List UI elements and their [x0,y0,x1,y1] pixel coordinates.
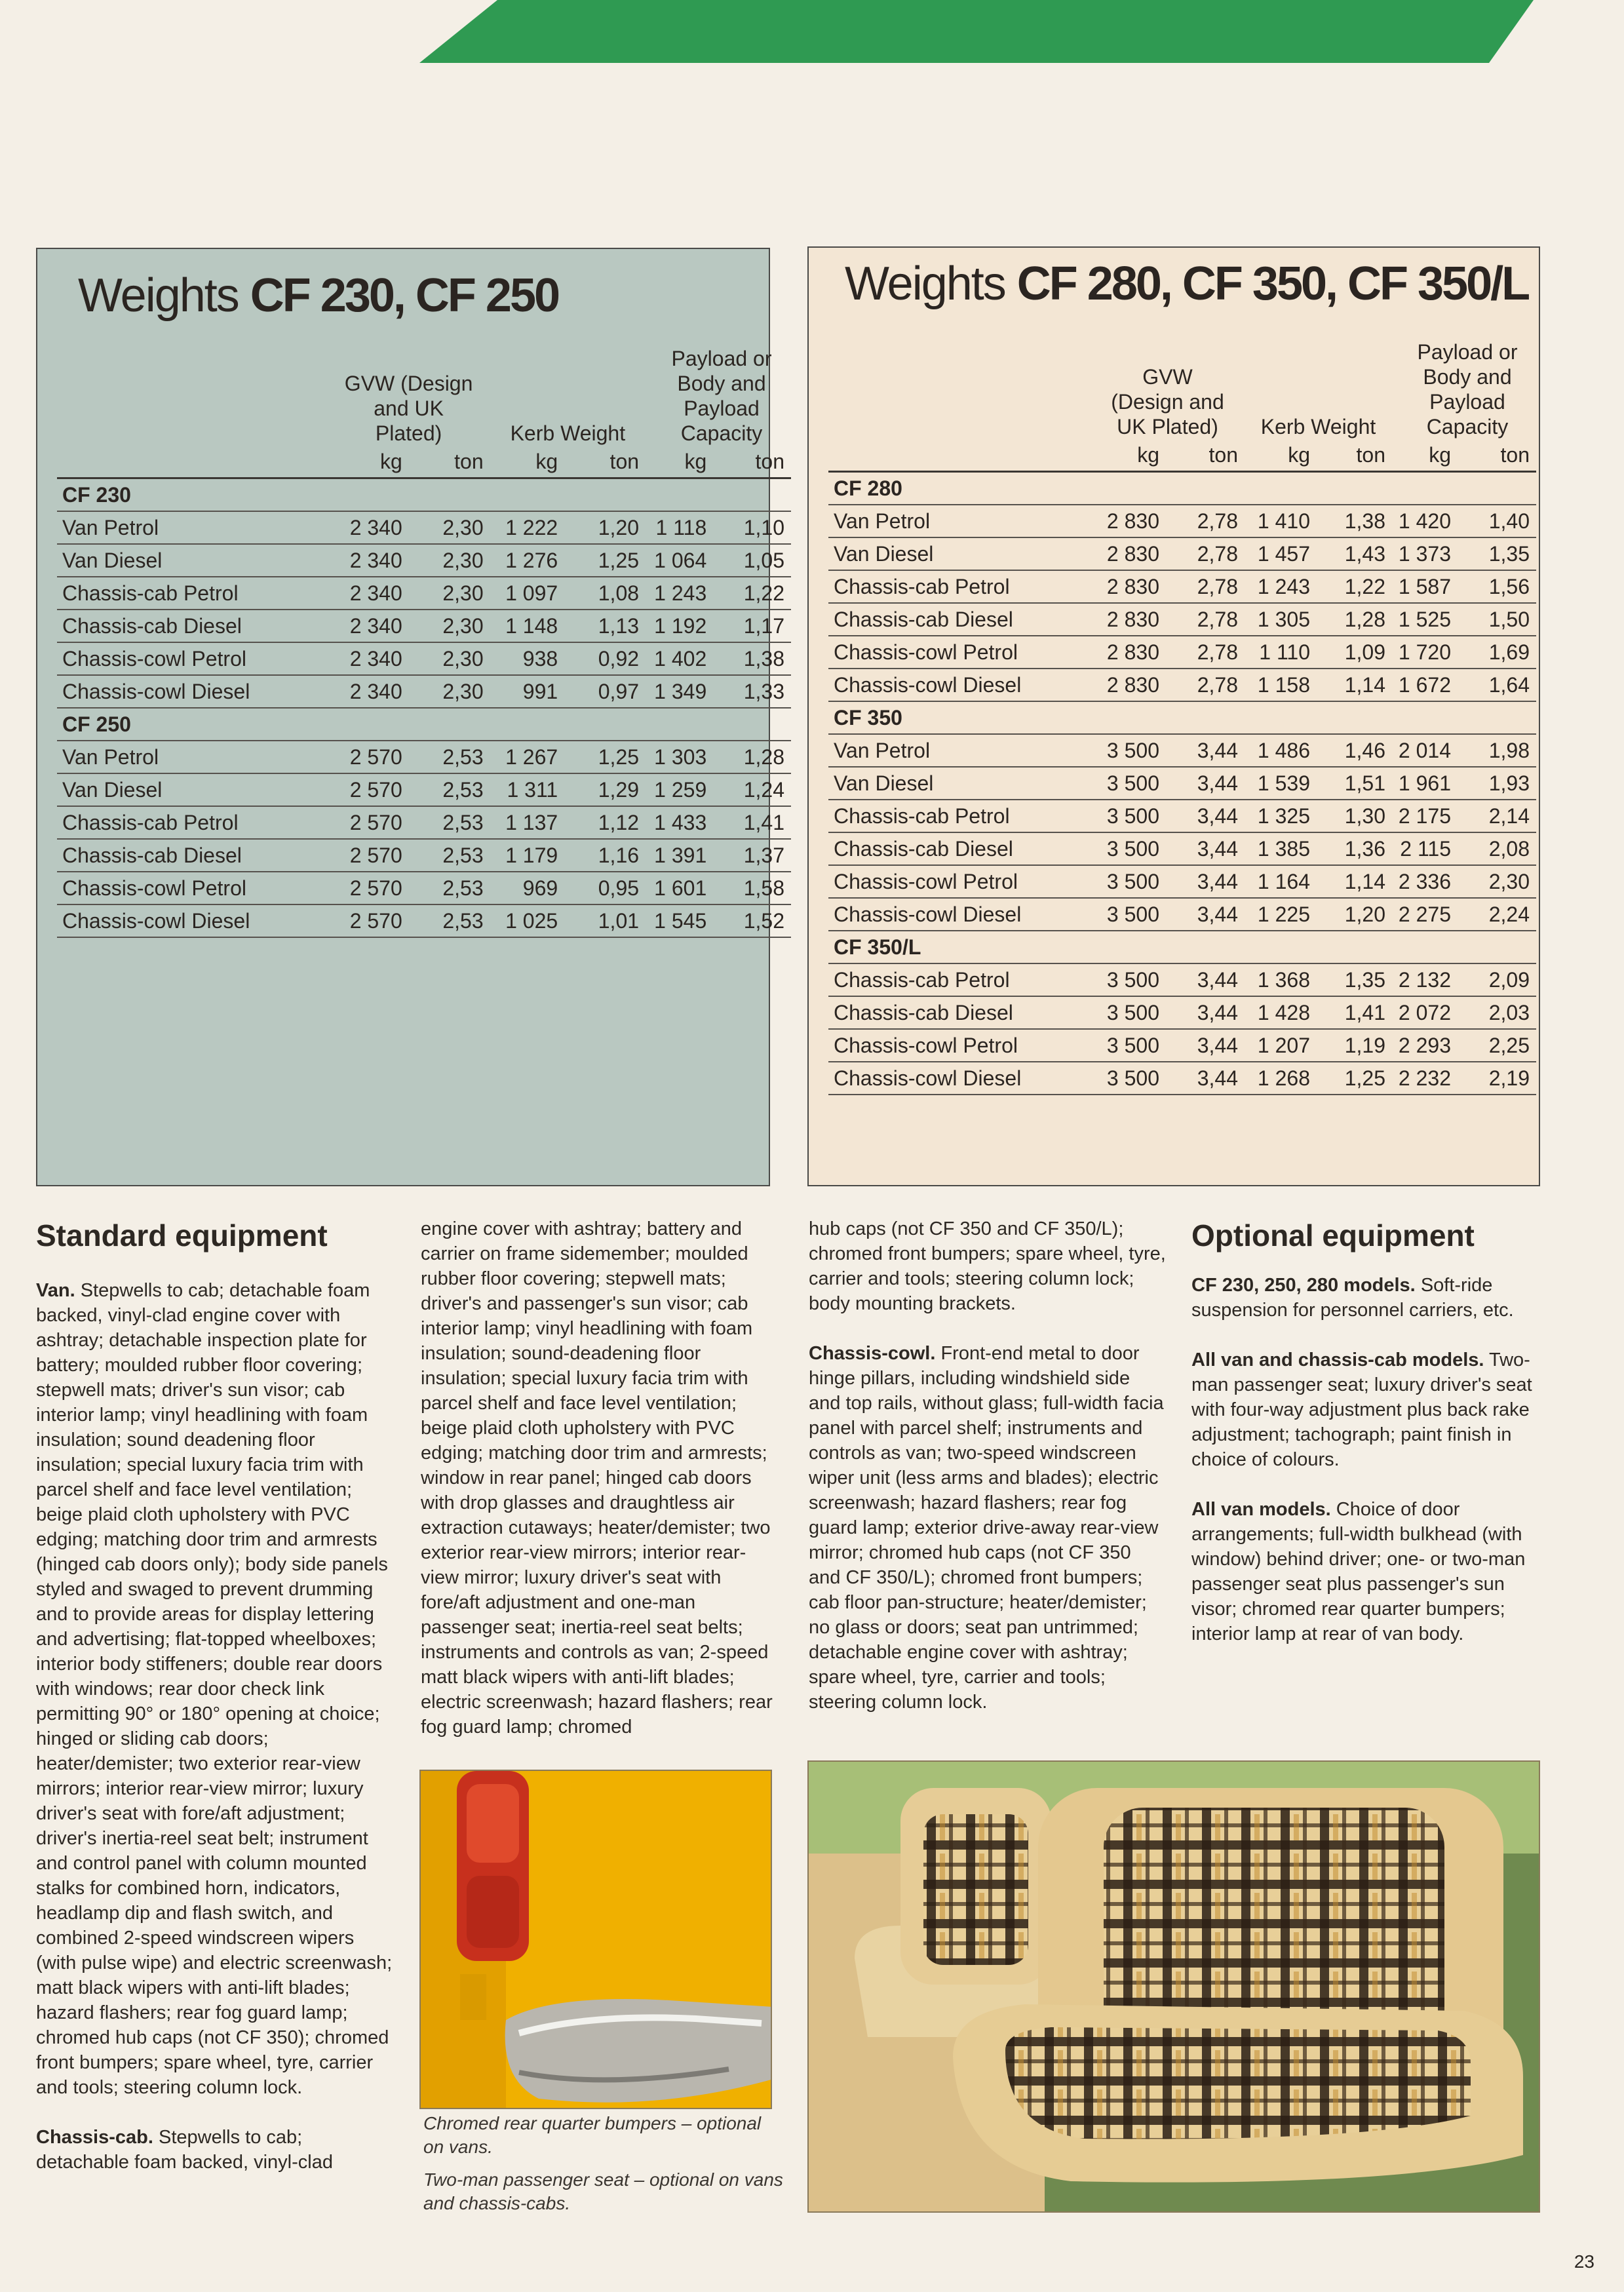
table-cell: 2 340 [321,577,409,610]
table-cell: 969 [490,872,565,904]
table-cell: 3,44 [1166,800,1245,832]
table-cell: 1,35 [1317,963,1392,996]
table-cell: 1 961 [1392,767,1458,800]
variant-label: Chassis-cowl Diesel [57,904,321,937]
table-cell: 1,25 [564,544,646,577]
table-cell: 1 525 [1392,603,1458,636]
table-cell: 1,14 [1317,669,1392,701]
table-cell: 1,37 [713,839,791,872]
table-cell: 1,10 [713,511,791,544]
variant-label: Van Petrol [57,741,321,773]
variant-label: Chassis-cowl Petrol [57,642,321,675]
table-cell: 1 486 [1245,734,1317,767]
bumper-photo-caption: Chromed rear quarter bumpers – optional on vans. [423,2113,762,2157]
payload-header: Payload or Body and Payload Capacity [671,347,772,445]
table-cell: 1,13 [564,610,646,642]
table-cell: 2 570 [321,741,409,773]
table-cell: 3,44 [1166,963,1245,996]
table-cell: 1,41 [1317,996,1392,1029]
table-cell: 3,44 [1166,996,1245,1029]
unit-label: ton [1317,439,1392,472]
rear-bumper-illustration [421,1771,772,2109]
table-header-row [828,340,1536,439]
units-row [828,439,1536,472]
variant-label: Chassis-cowl Diesel [828,669,1084,701]
table-cell: 3 500 [1084,963,1166,996]
table-cell: 1,16 [564,839,646,872]
optional-equipment-heading: Optional equipment [1191,1218,1475,1253]
table-cell: 2 340 [321,610,409,642]
variant-label: Chassis-cowl Petrol [57,872,321,904]
table-cell: 1 158 [1245,669,1317,701]
table-cell: 2 275 [1392,898,1458,931]
unit-label: kg [1245,439,1317,472]
table-cell: 1,05 [713,544,791,577]
variant-label: Chassis-cab Diesel [57,839,321,872]
table-row [57,904,791,937]
standard-column-1: Van. Stepwells to cab; detachable foam backed, vinyl-clad engine cover with ashtray; detachable inspection plate for battery; moulded rubber floor covering; stepwell mats; driver's sun visor; cab interior lamp; vinyl headlining with foam insulation; sound deadening floor insulation; special luxury facia trim with parcel shelf and face level ventilation; beige plaid cloth upholstery with PVC edging; matching door trim and armrests (hinged cab doors only); body side panels styled and swaged to prevent drumming and to provide areas for display lettering and advertising; flat-topped wheelboxes; interior body stiffeners; double rear doors with windows; rear door check link permitting 90° or 180° opening at choice; hinged or sliding cab doors; heater/demister; two exterior rear-view mirrors; interior rear-view mirror; luxury driver's seat with fore/aft adjustment; driver's inertia-reel seat belt; instrument and control panel with column mounted stalks for combined horn, indicators, headlamp dip and flash switch, and combined 2-speed windscreen wipers (with pulse wipe) and electric screenwash; matt black wipers with anti-lift blades; hazard flashers; rear fog guard lamp; chromed hub caps (not CF 350); chromed front bumpers; spare wheel, tyre, carrier and tools; steering column lock. Chassis-cab. Stepwells to cab; detachable foam backed, vinyl-clad [36,1280,393,2173]
table-cell: 1 225 [1245,898,1317,931]
table-cell: 1 137 [490,806,565,839]
table-cell: 2,53 [409,806,490,839]
table-cell: 1,41 [713,806,791,839]
table-cell: 2 830 [1084,537,1166,570]
table-cell: 1,30 [1317,800,1392,832]
table-cell: 1 148 [490,610,565,642]
table-cell: 1,01 [564,904,646,937]
model-group-name: CF 350 [828,701,1536,734]
table-cell: 1,22 [713,577,791,610]
table-cell: 1,29 [564,773,646,806]
table-row [57,610,791,642]
table-cell: 1,17 [713,610,791,642]
table-cell: 2,30 [409,675,490,708]
table-cell: 1 267 [490,741,565,773]
table-cell: 1 402 [646,642,713,675]
table-cell: 2 830 [1084,603,1166,636]
table-cell: 1,22 [1317,570,1392,603]
table-row [828,898,1536,931]
unit-label: ton [409,446,490,478]
table-cell: 1 587 [1392,570,1458,603]
table-cell: 1 222 [490,511,565,544]
table-cell: 2 340 [321,511,409,544]
table-cell: 0,97 [564,675,646,708]
standard-equipment-heading: Standard equipment [36,1218,328,1253]
weights-panel-cf280-cf350 [807,246,1540,1186]
table-row [828,963,1536,996]
table-row [828,570,1536,603]
table-cell: 2 830 [1084,505,1166,537]
green-header-stripe [419,0,1534,63]
table-cell: 1,36 [1317,832,1392,865]
table-row [57,806,791,839]
unit-label: kg [1392,439,1458,472]
chassis-cab-text-start: Stepwells to cab; detachable foam backed, vinyl-clad [36,2127,333,2173]
table-row [828,636,1536,669]
table-row [57,839,791,872]
seat-photo-caption: Two-man passenger seat – optional on vans and chassis-cabs. [423,2169,783,2213]
table-cell: 1,58 [713,872,791,904]
table-cell: 1,08 [564,577,646,610]
table-cell: 1 420 [1392,505,1458,537]
table-cell: 1,20 [1317,898,1392,931]
panel-title: Weights CF 280, CF 350, CF 350/L [845,258,1529,310]
table-cell: 2,19 [1458,1062,1536,1095]
table-cell: 1 311 [490,773,565,806]
group-header-row [57,478,791,512]
table-cell: 2 570 [321,872,409,904]
table-cell: 3,44 [1166,1029,1245,1062]
table-cell: 1 349 [646,675,713,708]
table-cell: 3,44 [1166,832,1245,865]
table-cell: 2,78 [1166,570,1245,603]
table-cell: 2 830 [1084,636,1166,669]
unit-label: kg [321,446,409,478]
standard-column-3: hub caps (not CF 350 and CF 350/L); chromed front bumpers; spare wheel, tyre, carrier and tools; steering column lock; body mounting brackets. Chassis-cowl. Front-end metal to door hinge pillars, including windshield side and top rails, without glass; full-width facia panel with parcel shelf; instruments and controls as van; two-speed windscreen wiper unit (less arms and blades); electric screenwash; hazard flashers; rear fog guard lamp; exterior drive-away rear-view mirror; chromed hub caps (not CF 350 and CF 350/L); chromed front bumpers; cab floor pan-structure; heater/demister; no glass or doors; seat pan untrimmed; detachable engine cover with ashtray; spare wheel, tyre, carrier and tools; steering column lock. [809,1218,1166,1713]
table-cell: 2,53 [409,741,490,773]
variant-label: Chassis-cab Diesel [828,832,1084,865]
units-row [57,446,791,478]
table-cell: 3 500 [1084,898,1166,931]
variant-label: Van Petrol [828,505,1084,537]
unit-label: kg [1084,439,1166,472]
table-cell: 2,08 [1458,832,1536,865]
gvw-header: GVW (Design and UK Plated) [1111,365,1224,438]
variant-label: Van Diesel [57,773,321,806]
table-row [828,505,1536,537]
table-cell: 1,56 [1458,570,1536,603]
unit-label: ton [1166,439,1245,472]
table-row [828,1029,1536,1062]
table-cell: 1,25 [1317,1062,1392,1095]
variant-label: Chassis-cab Petrol [57,577,321,610]
table-cell: 1,28 [1317,603,1392,636]
table-cell: 2 293 [1392,1029,1458,1062]
panel-title: Weights CF 230, CF 250 [78,269,559,322]
table-cell: 2 570 [321,904,409,937]
table-row [828,800,1536,832]
variant-label: Van Diesel [828,537,1084,570]
table-cell: 1,28 [713,741,791,773]
table-cell: 1 276 [490,544,565,577]
table-cell: 2 340 [321,642,409,675]
table-cell: 0,92 [564,642,646,675]
table-cell: 2,78 [1166,636,1245,669]
variant-label: Van Diesel [57,544,321,577]
model-group-name: CF 250 [57,708,791,741]
table-cell: 1,35 [1458,537,1536,570]
table-cell: 1 457 [1245,537,1317,570]
table-cell: 938 [490,642,565,675]
table-cell: 3,44 [1166,1062,1245,1095]
table-cell: 1 433 [646,806,713,839]
table-cell: 1 243 [646,577,713,610]
table-cell: 2 570 [321,773,409,806]
table-cell: 2 340 [321,675,409,708]
table-cell: 3,44 [1166,865,1245,898]
table-cell: 2,30 [409,511,490,544]
table-row [828,996,1536,1029]
table-cell: 2,14 [1458,800,1536,832]
table-cell: 2,78 [1166,537,1245,570]
table-row [57,773,791,806]
table-cell: 3 500 [1084,734,1166,767]
table-row [828,865,1536,898]
table-row [57,675,791,708]
optional-column: CF 230, 250, 280 models. Soft-ride suspension for personnel carriers, etc. All van and chassis-cab models. Two-man passenger seat; luxury driver's seat with four-way adjustment plus back rake adjustment; tachograph; paint finish in choice of colours. All van models. Choice of door arrangements; full-width bulkhead (with window) behind driver; one- or two-man passenger seat plus passenger's sun visor; chromed rear quarter bumpers; interior lamp at rear of van body. [1191,1275,1532,1644]
table-cell: 1 097 [490,577,565,610]
table-cell: 1 720 [1392,636,1458,669]
table-cell: 1,43 [1317,537,1392,570]
variant-label: Chassis-cowl Petrol [828,636,1084,669]
table-cell: 3 500 [1084,996,1166,1029]
rear-bumper-photo [419,1770,772,2109]
table-cell: 1,40 [1458,505,1536,537]
table-cell: 2,30 [409,544,490,577]
table-cell: 2,09 [1458,963,1536,996]
table-cell: 2,30 [409,610,490,642]
table-cell: 1 385 [1245,832,1317,865]
table-cell: 2 115 [1392,832,1458,865]
table-cell: 2,78 [1166,603,1245,636]
table-cell: 1 025 [490,904,565,937]
variant-label: Chassis-cowl Diesel [828,1062,1084,1095]
variant-label: Chassis-cab Petrol [828,800,1084,832]
table-row [828,1062,1536,1095]
variant-label: Chassis-cab Petrol [57,806,321,839]
table-cell: 2 014 [1392,734,1458,767]
table-cell: 1 118 [646,511,713,544]
weights-table-left [57,346,791,938]
table-cell: 2 336 [1392,865,1458,898]
table-cell: 1,50 [1458,603,1536,636]
table-row [828,734,1536,767]
group-header-row [828,472,1536,505]
model-group-name: CF 280 [828,472,1536,505]
table-cell: 1 164 [1245,865,1317,898]
table-cell: 3 500 [1084,1062,1166,1095]
variant-label: Chassis-cab Petrol [828,570,1084,603]
table-cell: 1,20 [564,511,646,544]
table-cell: 1 672 [1392,669,1458,701]
weights-table-right [828,340,1536,1095]
table-cell: 1,09 [1317,636,1392,669]
table-cell: 991 [490,675,565,708]
table-cell: 1 259 [646,773,713,806]
table-cell: 1,33 [713,675,791,708]
table-cell: 1 192 [646,610,713,642]
table-cell: 1 373 [1392,537,1458,570]
table-cell: 3 500 [1084,800,1166,832]
table-cell: 3 500 [1084,865,1166,898]
table-cell: 1,38 [713,642,791,675]
table-cell: 1,51 [1317,767,1392,800]
plaid-seat-illustration [809,1762,1540,2213]
table-row [57,577,791,610]
group-header-row [828,701,1536,734]
table-cell: 1,12 [564,806,646,839]
unit-label: kg [646,446,713,478]
table-row [828,537,1536,570]
variant-label: Chassis-cab Diesel [828,996,1084,1029]
variant-label: Chassis-cowl Petrol [828,1029,1084,1062]
chassis-cab-text-cont: engine cover with ashtray; battery and carrier on frame sidemember; moulded rubber floor covering; stepwell mats; driver's and passenger's sun visor; cab interior lamp; vinyl headlining with foam insulation; sound-deadening floor insulation; special luxury facia trim with parcel shelf and face level ventilation; beige plaid cloth upholstery with PVC edging; matching door trim and armrests; window in rear panel; hinged cab doors with drop glasses and draughtless air extraction cutaways; heater/demister; two exterior rear-view mirrors; interior rear-view mirror; luxury driver's seat with fore/aft adjustment and one-man passenger seat; inertia-reel seat belts; instruments and controls as van; 2-speed matt black wipers with anti-lift blades; electric screenwash; hazard flashers; rear fog guard lamp; chromed [421,1218,773,1738]
table-cell: 2 570 [321,839,409,872]
table-row [828,767,1536,800]
variant-label: Chassis-cowl Petrol [828,865,1084,898]
table-cell: 1 268 [1245,1062,1317,1095]
table-cell: 2 072 [1392,996,1458,1029]
unit-label: ton [1458,439,1536,472]
table-row [57,872,791,904]
table-row [828,603,1536,636]
table-cell: 2 830 [1084,669,1166,701]
table-cell: 2,24 [1458,898,1536,931]
table-cell: 2,78 [1166,669,1245,701]
chassis-cab-text-end: hub caps (not CF 350 and CF 350/L); chromed front bumpers; spare wheel, tyre, carrier and tools; steering column lock; body mounting brackets. [809,1218,1166,1314]
table-row [57,544,791,577]
table-cell: 1,38 [1317,505,1392,537]
table-cell: 2 830 [1084,570,1166,603]
group-header-row [828,931,1536,963]
table-cell: 1 305 [1245,603,1317,636]
table-cell: 1,98 [1458,734,1536,767]
table-header-row [57,346,791,446]
variant-label: Chassis-cab Diesel [57,610,321,642]
table-cell: 3 500 [1084,767,1166,800]
table-cell: 1 207 [1245,1029,1317,1062]
table-cell: 1 325 [1245,800,1317,832]
table-row [57,741,791,773]
table-cell: 1 539 [1245,767,1317,800]
unit-label: ton [713,446,791,478]
table-cell: 2,03 [1458,996,1536,1029]
table-row [57,642,791,675]
chassis-cowl-text: Front-end metal to door hinge pillars, including windshield side and top rails, without glass; full-width facia panel with parcel shelf; instruments and controls as van; two-speed windscreen wiper unit (less arms and blades); electric screenwash; hazard flashers; rear fog guard lamp; exterior drive-away rear-view mirror; chromed hub caps (not CF 350 and CF 350/L); chromed front bumpers; cab floor pan-structure; heater/demister; no glass or doors; seat pan untrimmed; detachable engine cover with ashtray; spare wheel, tyre, carrier and tools; steering column lock. [809,1343,1164,1713]
table-cell: 1 243 [1245,570,1317,603]
table-cell: 1 064 [646,544,713,577]
table-cell: 2,30 [1458,865,1536,898]
gvw-header: GVW (Design and UK Plated) [344,372,473,445]
table-cell: 1,19 [1317,1029,1392,1062]
table-cell: 2 132 [1392,963,1458,996]
table-cell: 3,44 [1166,898,1245,931]
table-row [828,669,1536,701]
table-cell: 1,52 [713,904,791,937]
table-cell: 1 428 [1245,996,1317,1029]
table-cell: 1 545 [646,904,713,937]
passenger-seat-photo [807,1760,1540,2213]
variant-label: Chassis-cowl Diesel [828,898,1084,931]
table-cell: 1 179 [490,839,565,872]
table-cell: 1 368 [1245,963,1317,996]
table-cell: 3 500 [1084,1029,1166,1062]
variant-label: Chassis-cab Petrol [828,963,1084,996]
model-group-name: CF 350/L [828,931,1536,963]
table-cell: 3,44 [1166,734,1245,767]
table-cell: 1,93 [1458,767,1536,800]
table-cell: 1,64 [1458,669,1536,701]
table-cell: 2 570 [321,806,409,839]
standard-column-2 [421,1216,778,1764]
table-cell: 2,53 [409,773,490,806]
table-cell: 1,25 [564,741,646,773]
unit-label: kg [490,446,565,478]
table-cell: 1 601 [646,872,713,904]
variant-label: Chassis-cowl Diesel [57,675,321,708]
kerb-header: Kerb Weight [1260,415,1376,438]
table-cell: 2,53 [409,904,490,937]
table-cell: 2,30 [409,577,490,610]
table-cell: 2 340 [321,544,409,577]
table-cell: 2,78 [1166,505,1245,537]
table-cell: 2,53 [409,839,490,872]
table-cell: 2,30 [409,642,490,675]
table-cell: 2 232 [1392,1062,1458,1095]
table-cell: 1 410 [1245,505,1317,537]
table-cell: 2 175 [1392,800,1458,832]
table-row [57,511,791,544]
table-cell: 2,53 [409,872,490,904]
variant-label: Chassis-cab Diesel [828,603,1084,636]
kerb-header: Kerb Weight [510,421,626,445]
unit-label: ton [564,446,646,478]
table-cell: 3 500 [1084,832,1166,865]
table-cell: 1,24 [713,773,791,806]
table-cell: 1,46 [1317,734,1392,767]
group-header-row [57,708,791,741]
table-cell: 2,25 [1458,1029,1536,1062]
van-equipment-text: Stepwells to cab; detachable foam backed, vinyl-clad engine cover with ashtray; detachable inspection plate for battery; moulded rubber floor covering; stepwell mats; driver's sun visor; cab interior lamp; vinyl headlining with foam insulation; sound deadening floor insulation; special luxury facia trim with parcel shelf and face level ventilation; beige plaid cloth upholstery with PVC edging; matching door trim and armrests (hinged cab doors only); body side panels styled and swaged to prevent drumming and to provide areas for display lettering and advertising; flat-topped wheelboxes; interior body stiffeners; double rear doors with windows; rear door check link permitting 90° or 180° opening at choice; hinged or sliding cab doors; heater/demister; two exterior rear-view mirrors; interior rear-view mirror; luxury driver's seat with fore/aft adjustment; driver's inertia-reel seat belt; instrument and control panel with column mounted stalks for combined horn, indicators, headlamp dip and flash switch, and combined 2-speed windscreen wipers (with pulse wipe) and electric screenwash; matt black wipers with anti-lift blades; hazard flashers; rear fog guard lamp; chromed hub caps (not CF 350); chromed front bumpers; spare wheel, tyre, carrier and tools; steering column lock. [36,1280,393,2098]
variant-label: Van Petrol [828,734,1084,767]
table-cell: 0,95 [564,872,646,904]
page-number: 23 [1574,2251,1595,2272]
variant-label: Van Diesel [828,767,1084,800]
table-row [828,832,1536,865]
table-cell: 1 110 [1245,636,1317,669]
weights-panel-cf230-cf250 [36,248,784,1186]
table-cell: 1 391 [646,839,713,872]
table-cell: 3,44 [1166,767,1245,800]
variant-label: Van Petrol [57,511,321,544]
table-cell: 1 303 [646,741,713,773]
model-group-name: CF 230 [57,478,791,512]
payload-header: Payload or Body and Payload Capacity [1417,340,1518,438]
table-cell: 1,14 [1317,865,1392,898]
table-cell: 1,69 [1458,636,1536,669]
